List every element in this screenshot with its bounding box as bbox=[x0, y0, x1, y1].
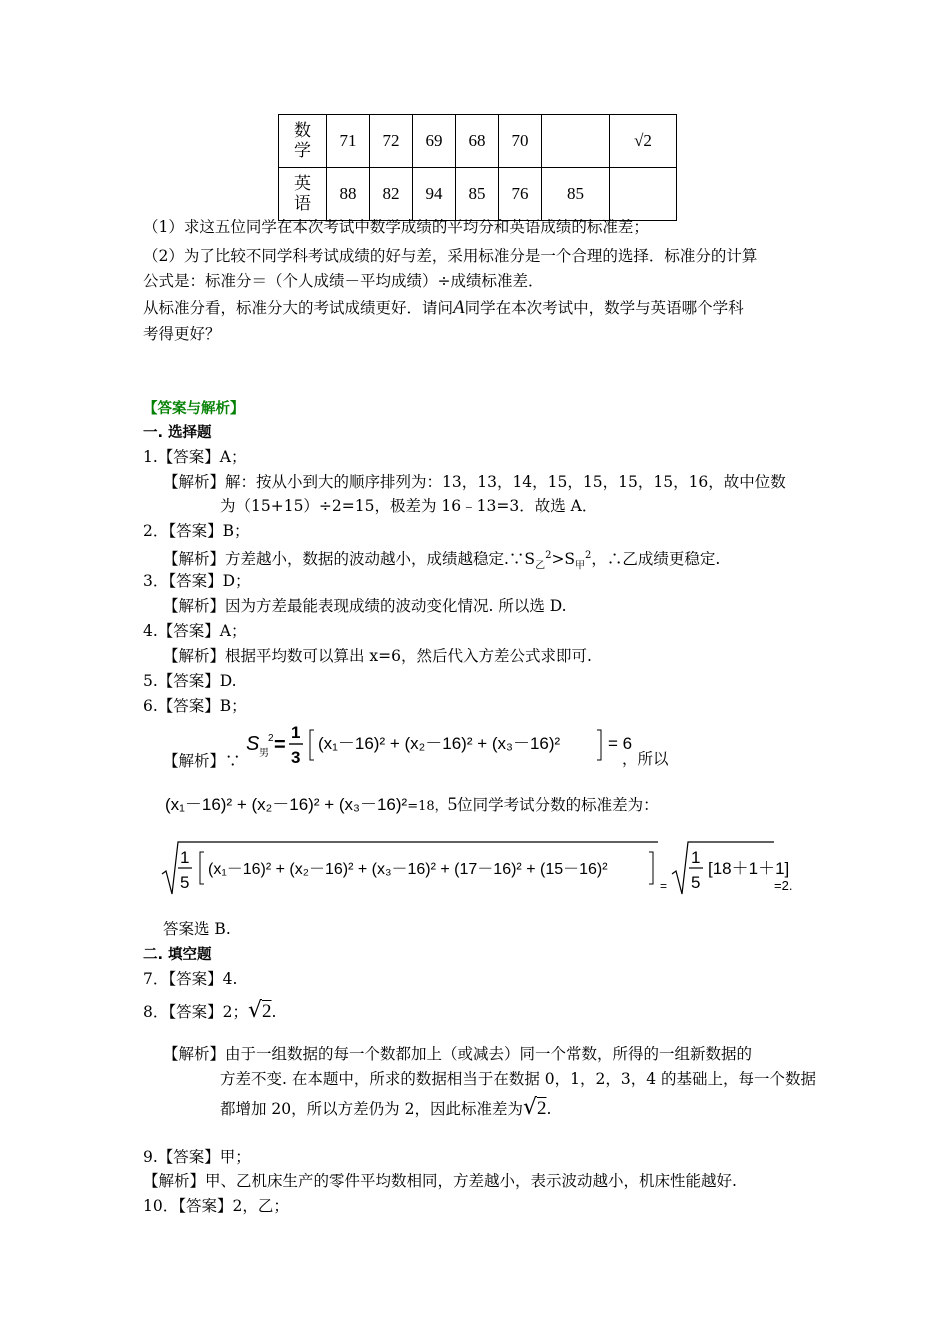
answer-6-line-2: (x₁－16)² + (x₂－16)² + (x₃－16)²=18，5位同学考试分数的标准差为： bbox=[165, 794, 659, 815]
svg-text:5: 5 bbox=[691, 873, 701, 892]
table-cell: 85 bbox=[542, 168, 610, 221]
table-cell: 70 bbox=[499, 115, 542, 168]
table-cell bbox=[542, 115, 610, 168]
question-2-line-1: （2）为了比较不同学科考试成绩的好与差，采用标准分是一个合理的选择．标准分的计算 bbox=[143, 247, 758, 265]
std-dev-result: =2. bbox=[774, 878, 793, 893]
answer-3: 3．【答案】D； bbox=[143, 572, 251, 590]
svg-text:1: 1 bbox=[180, 848, 190, 867]
formula-rhs: = 6 bbox=[608, 734, 633, 753]
answer-5: 5.【答案】D. bbox=[143, 672, 237, 690]
formula-denominator: 3 bbox=[291, 748, 301, 767]
svg-text:[18＋1＋1]: [18＋1＋1] bbox=[708, 859, 790, 878]
answer-2: 2．【答案】B； bbox=[143, 522, 250, 540]
variance-formula bbox=[244, 720, 654, 774]
answer-heading: 【答案与解析】 bbox=[143, 401, 245, 417]
table-cell: 82 bbox=[370, 168, 413, 221]
answer-4: 4.【答案】A； bbox=[143, 622, 247, 640]
question-2-line-4: 考得更好？ bbox=[143, 325, 221, 343]
answer-9: 9.【答案】甲； bbox=[143, 1148, 251, 1166]
question-2-line-2: 公式是：标准分＝（个人成绩－平均成绩）÷成绩标准差． bbox=[143, 272, 544, 290]
table-cell: 68 bbox=[456, 115, 499, 168]
section-1-title: 一. 选择题 bbox=[143, 425, 212, 441]
svg-text:=: = bbox=[274, 734, 286, 756]
answer-1-explanation-2: 为（15+15）÷2=15，极差为 16﹣13=3．故选 A． bbox=[220, 497, 598, 515]
svg-text:5: 5 bbox=[180, 873, 190, 892]
answer-1-explanation-1: 【解析】解：按从小到大的顺序排列为：13，13，14，15，15，15，15，16，故中位数 bbox=[163, 473, 786, 491]
math-row bbox=[279, 115, 677, 168]
answer-9-explanation: 【解析】甲、乙机床生产的零件平均数相同，方差越小，表示波动越小，机床性能越好. bbox=[143, 1172, 737, 1190]
answer-2-explanation: 【解析】方差越小，数据的波动越小，成绩越稳定$.\because S_乙^2>S_甲^2$，∴乙成绩更稳定. bbox=[163, 550, 721, 572]
table-cell: 76 bbox=[499, 168, 542, 221]
table-cell bbox=[610, 168, 677, 221]
answer-8-explanation-1: 【解析】由于一组数据的每一个数都加上（或减去）同一个常数，所得的一组新数据的 bbox=[163, 1045, 753, 1063]
answer-7: 7．【答案】4. bbox=[143, 970, 238, 988]
formula-s: S bbox=[246, 733, 260, 755]
row-label-english: 英 语 bbox=[279, 168, 327, 221]
question-1: （1）求这五位同学在本次考试中数学成绩的平均分和英语成绩的标准差； bbox=[143, 218, 649, 236]
section-2-title: 二. 填空题 bbox=[143, 947, 212, 963]
table-cell: 85 bbox=[456, 168, 499, 221]
table-cell: 71 bbox=[327, 115, 370, 168]
svg-text:1: 1 bbox=[691, 848, 701, 867]
answer-6-explanation-label: 【解析】∵ bbox=[163, 752, 241, 770]
table-cell: 94 bbox=[413, 168, 456, 221]
variable-a: A bbox=[453, 297, 465, 318]
answer-1: 1.【答案】A； bbox=[143, 448, 247, 466]
answer-10: 10．【答案】2，乙； bbox=[143, 1197, 289, 1215]
score-table bbox=[278, 114, 677, 221]
answer-6-final: 答案选 B. bbox=[163, 920, 231, 938]
formula-superscript: 2 bbox=[268, 733, 274, 744]
table-cell: 69 bbox=[413, 115, 456, 168]
table-cell: 88 bbox=[327, 168, 370, 221]
english-row bbox=[279, 168, 677, 221]
table-cell: 72 bbox=[370, 115, 413, 168]
answer-8: 8．【答案】2；√2. bbox=[143, 998, 277, 1023]
formula-subscript: 男 bbox=[259, 748, 269, 759]
row-label-math: 数 学 bbox=[279, 115, 327, 168]
std-dev-formula bbox=[160, 838, 800, 900]
formula-body: (x₁－16)² + (x₂－16)² + (x₃－16)² bbox=[318, 734, 561, 753]
answer-8-explanation-2: 方差不变. 在本题中，所求的数据相当于在数据 0，1，2，3，4 的基础上，每一个数据 bbox=[220, 1070, 817, 1088]
answer-8-explanation-3: 都增加 20，所以方差仍为 2，因此标准差为√2. bbox=[220, 1095, 552, 1120]
answer-4-explanation: 【解析】根据平均数可以算出 x=6，然后代入方差公式求即可. bbox=[163, 647, 592, 665]
table-cell: √2 bbox=[610, 115, 677, 168]
answer-6: 6.【答案】B； bbox=[143, 697, 247, 715]
question-2-line-3: 从标准分看，标准分大的考试成绩更好．请问A同学在本次考试中，数学与英语哪个学科 bbox=[143, 297, 744, 318]
svg-text:=: = bbox=[660, 879, 668, 893]
answer-6-suffix: ，所以 bbox=[622, 750, 669, 768]
sum-squares: (x₁－16)² + (x₂－16)² + (x₃－16)² bbox=[165, 795, 408, 814]
std-dev-body: (x₁－16)² + (x₂－16)² + (x₃－16)² + (17－16)² + (15－16)² bbox=[208, 861, 608, 878]
answer-3-explanation: 【解析】因为方差最能表现成绩的波动变化情况. 所以选 D. bbox=[163, 597, 567, 615]
formula-numerator: 1 bbox=[291, 723, 301, 742]
